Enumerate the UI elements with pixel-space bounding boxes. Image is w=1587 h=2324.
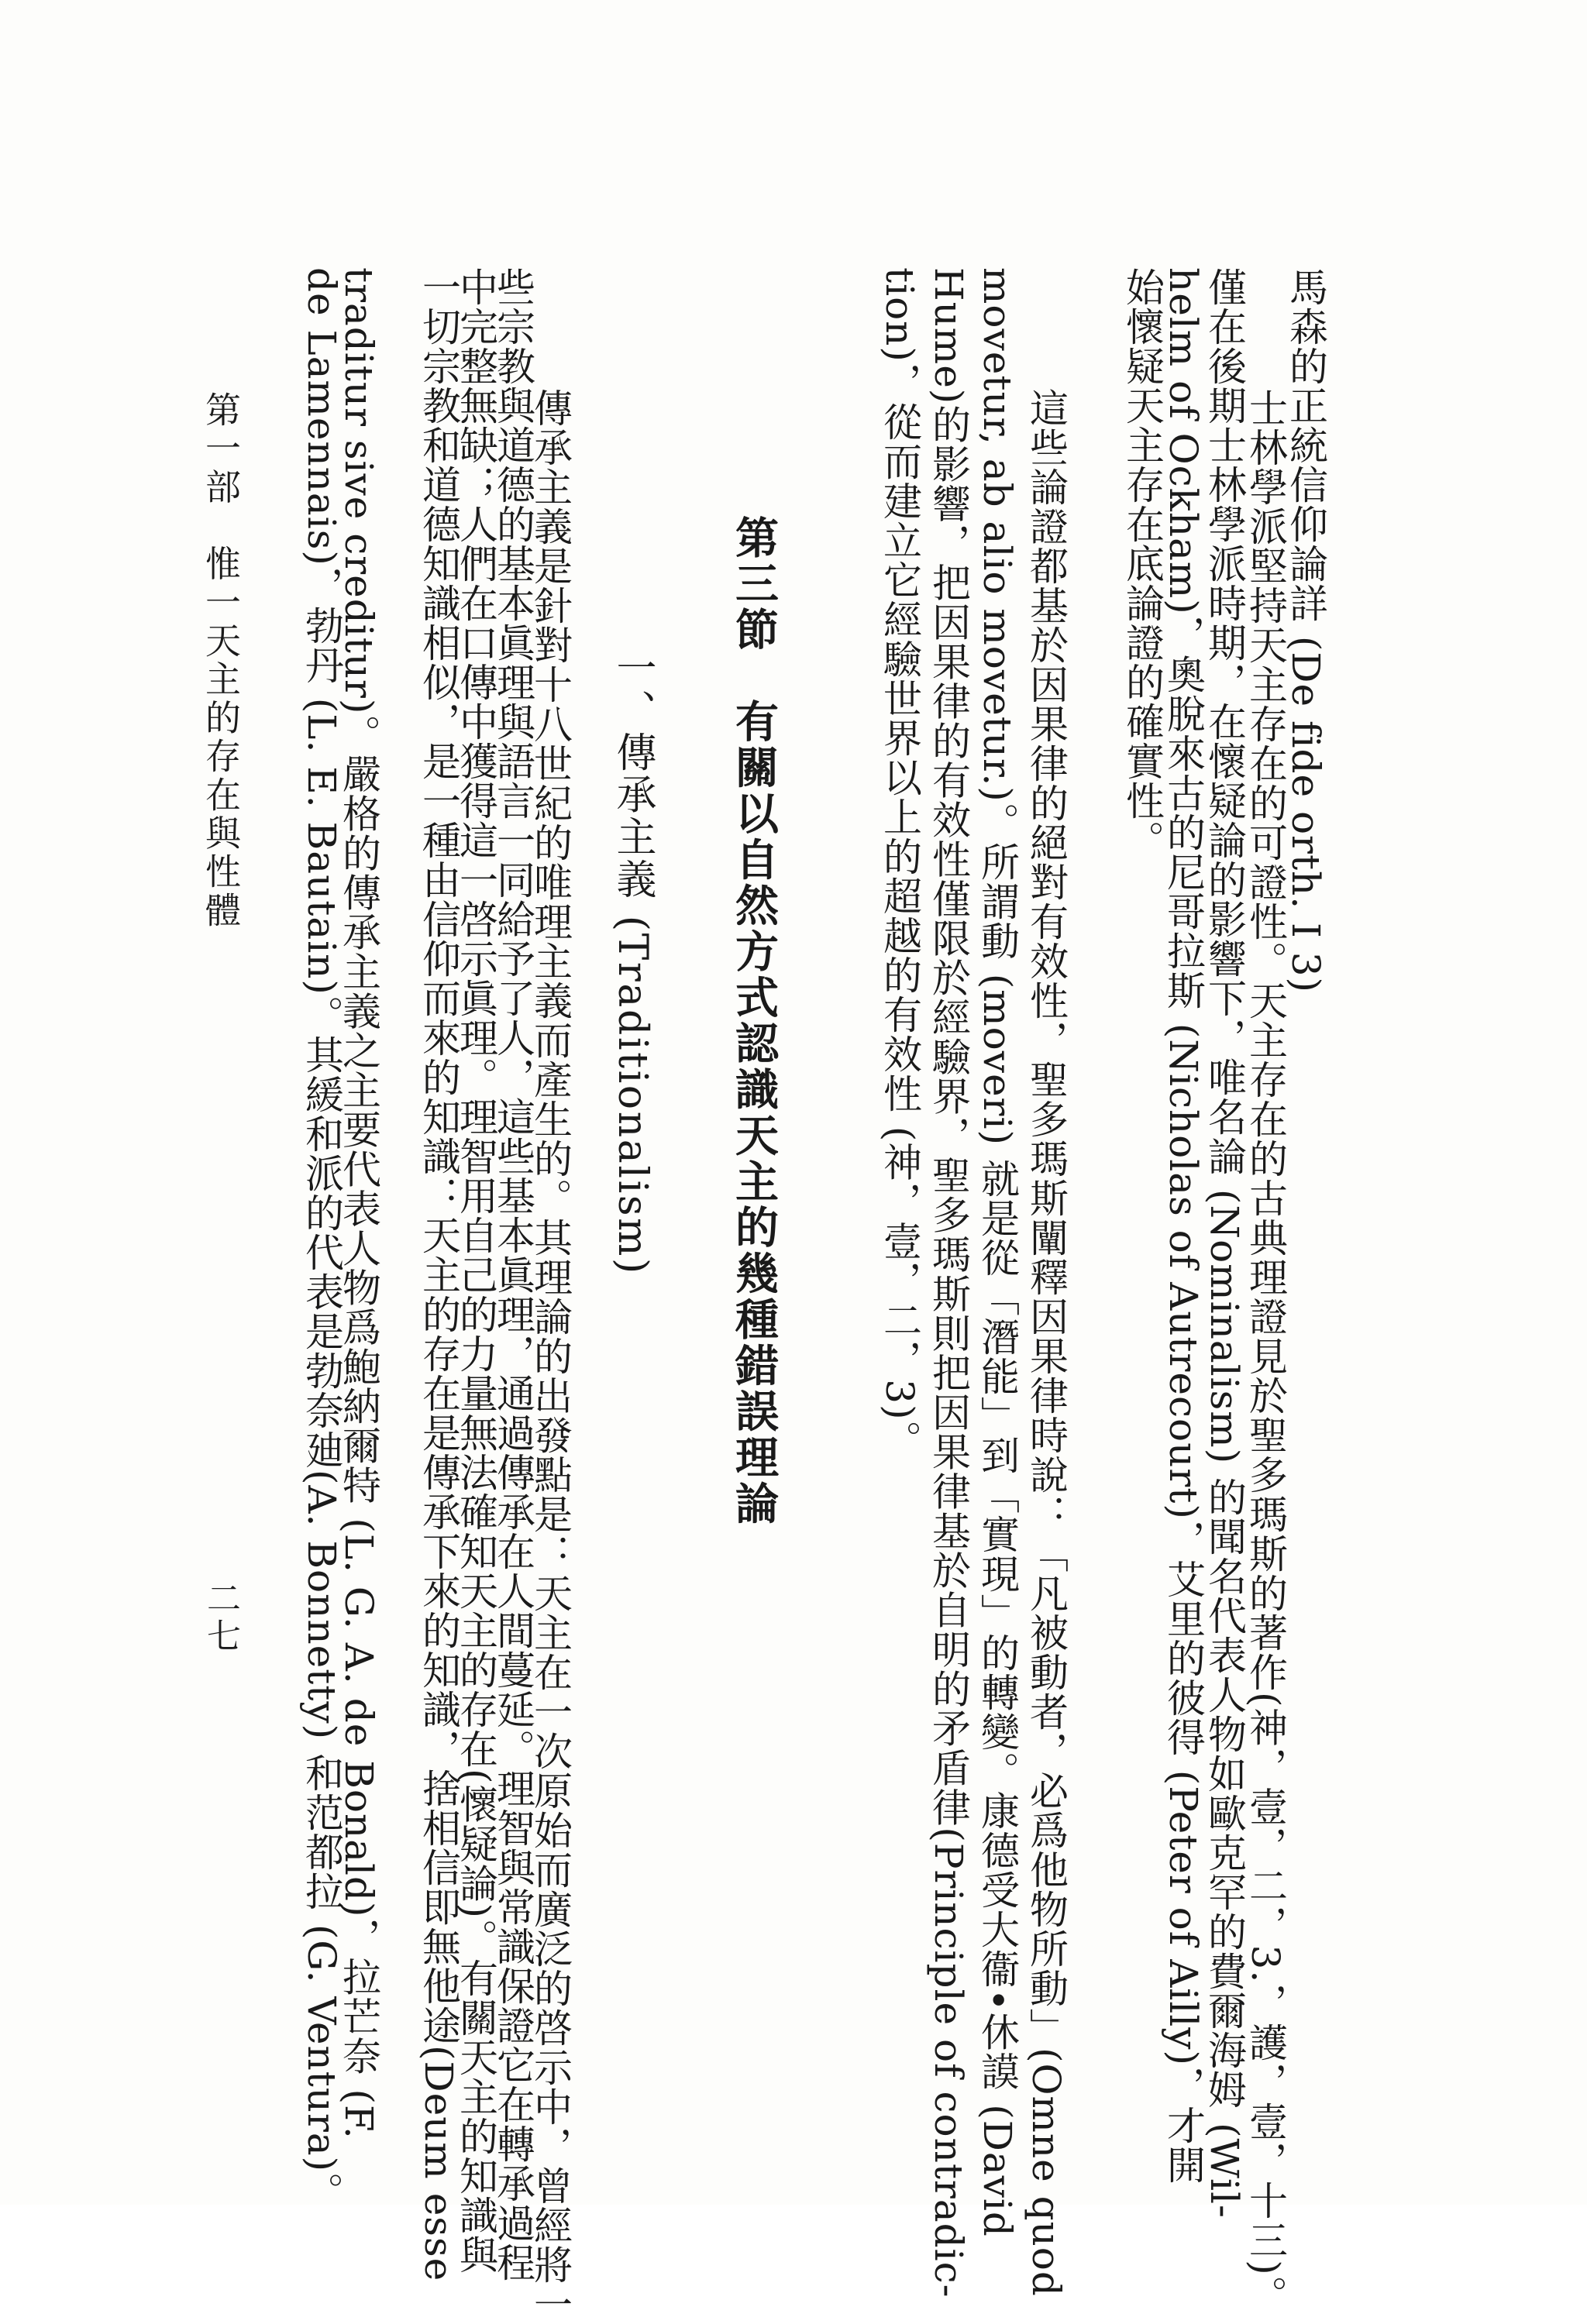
text-column-14: traditur sive creditur)。嚴格的傳承主義之主要代表人物爲鮑納爾特 (L. G. A. de Bonald)，拉芒奈 (F. xyxy=(336,267,381,2140)
text-column-1: 馬森的正統信仰論詳 (De fide orth. I 3) xyxy=(1283,267,1328,994)
text-column-12: 中完整無缺；人們在口傳中獲得這一啓示眞理。理智用自己的力量無法確知天主的存在(懷疑論)。有關天主的知識與 xyxy=(453,267,498,2275)
text-column-7: movetur, ab alio movetur.)。所謂動 (moveri) 就是從「潛能」到「實現」的轉變。康德受大衞•休謨 (David xyxy=(975,267,1020,2237)
text-column-9: tion)，從而建立它經驗世界以上的超越的有效性 (神，壹，二，3)。 xyxy=(877,267,922,1460)
text-column-8: Hume)的影響，把因果律的有效性僅限於經驗界，聖多瑪斯則把因果律基於自明的矛盾律(Principle of contradic- xyxy=(926,267,971,2298)
text-column-3: 僅在後期士林學派時期，在懷疑論的影響下，唯名論 (Nominalism) 的聞名代表人物如歐克罕的費爾海姆 (Wil- xyxy=(1202,267,1247,2219)
text-column-13: 一切宗教和道德知識相似，是一種由信仰而來的知識：天主的存在是傳承下來的知識，捨相信即無他途(Deum esse xyxy=(416,267,461,2282)
text-column-6: 這些論證都基於因果律的絕對有效性，聖多瑪斯闡釋因果律時說：「凡被動者，必爲他物所動」(Omne quod xyxy=(1024,349,1069,2297)
text-column-10: 傳承主義是針對十八世紀的唯理主義而產生的。其理論的出發點是：天主在一次原始而廣泛的啓示中，曾經將一 xyxy=(528,349,573,2324)
running-footer: 第一部 惟一天主的存在與性體 xyxy=(200,391,242,930)
text-column-2: 士林學派堅持天主存在的可證性。天主存在的古典理證見於聖多瑪斯的著作(神，壹，二，3.，護，壹，十三)。 xyxy=(1243,349,1288,2315)
text-column-11: 些宗教與道德的基本眞理與語言一同給予了人，這些基本眞理，通過傳承在人間蔓延。理智與常識保證它在轉承過程 xyxy=(491,267,535,2282)
subsection-heading: 一、傳承主義 (Traditionalism) xyxy=(609,647,656,1276)
section-heading: 第三節 有關以自然方式認識天主的幾種錯誤理論 xyxy=(728,515,780,1527)
text-column-4: helm of Ockham)，奧脫來古的尼哥拉斯 (Nicholas of Autrecourt)，艾里的彼得 (Peter of Ailly)，才開 xyxy=(1161,267,1206,2185)
text-column-15: de Lamennais)，勃丹 (L. E. Bautain)。其緩和派的代表是勃奈廸(A. Bonnetty) 和范都拉 (G. Ventura)。 xyxy=(299,267,344,2212)
text-column-5: 始懷疑天主存在底論證的確實性。 xyxy=(1120,267,1165,860)
page-number: 二七 xyxy=(201,1580,240,1655)
